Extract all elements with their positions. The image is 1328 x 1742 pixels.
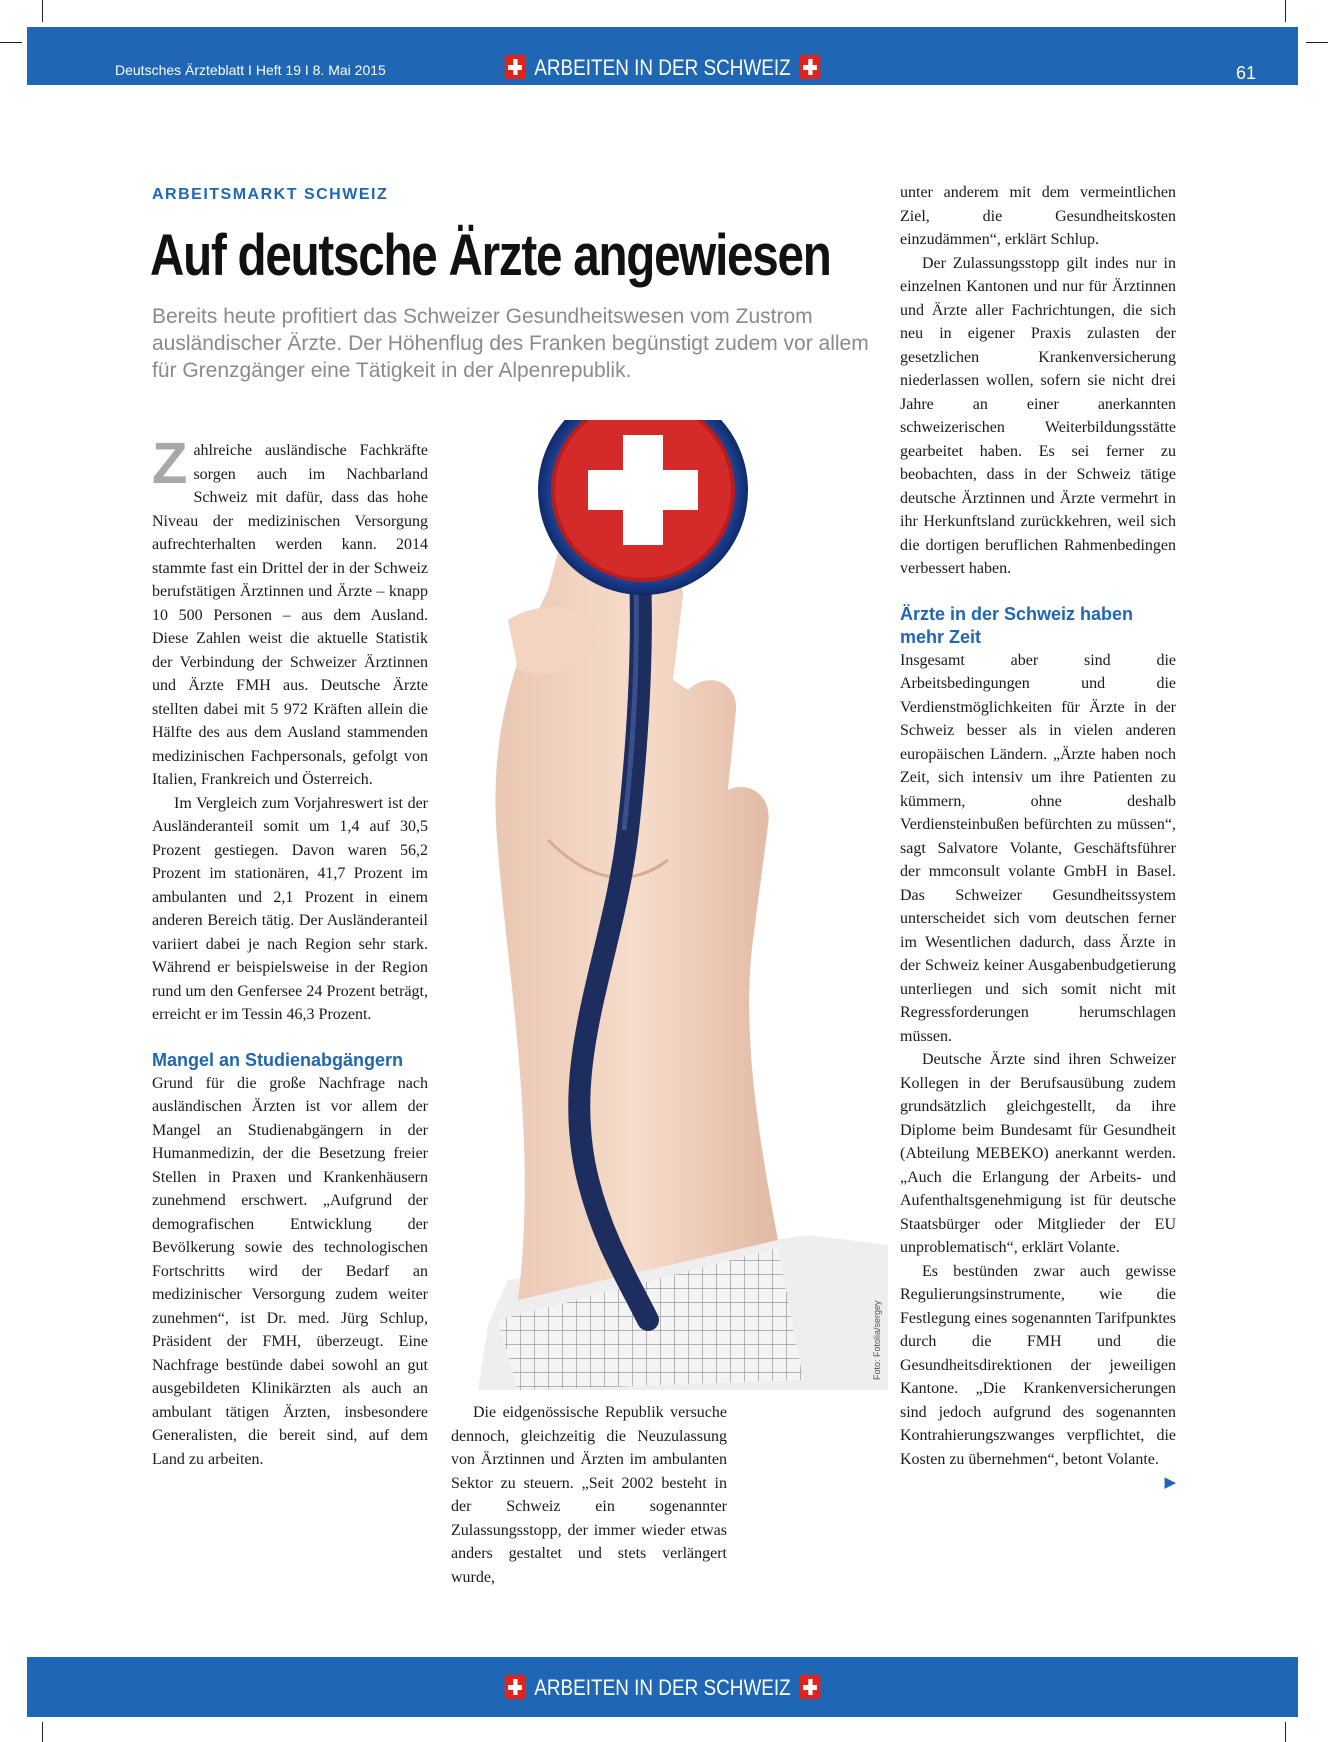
stethoscope-photo bbox=[478, 420, 888, 1390]
paragraph bbox=[900, 1260, 1176, 1491]
subheading: Mangel an Studienabgängern bbox=[152, 1049, 404, 1070]
drop-cap: Z bbox=[152, 431, 188, 496]
paragraph bbox=[152, 431, 428, 792]
subheading: Ärzte in der Schweiz haben mehr Zeit bbox=[900, 603, 1134, 647]
crop-mark bbox=[1306, 42, 1328, 43]
text-column-3 bbox=[900, 181, 1176, 1495]
paragraph: Deutsche Ärzte sind ihren Schweizer Kollegen in der Berufsausübung zudem grundsätzlich gleichgestellt, da ihre Diplome beim Bundesamt für Gesundheit (Abteilung MEBEKO) anerkannt werden. „Auch die Erlangung der Arbeits- und Aufenthaltsgenehmigung ist für deutsche Staatsbürger oder Mitglieder der EU unproblematisch“, erklärt Volante. bbox=[900, 1051, 1176, 1256]
crop-mark bbox=[1285, 1722, 1286, 1742]
paragraph: Grund für die große Nachfrage nach ausländischen Ärzten ist vor allem der Mangel an Studienabgängern in der Humanmedizin, der die Besetzung freier Stellen in Praxen und Krankenhäusern zunehmend erschwert. „Aufgrund der demografischen Entwicklung der Bevölkerung sowie des technologischen Fortschritts wird der Bedarf an medizinischer Versorgung zudem weiter zunehmen“, ist Dr. med. Jürg Schlup, Präsident der FMH, überzeugt. Eine Nachfrage bestünde dabei sowohl an gut ausgebildeten Klinikärzten als auch an ambulant tätigen Ärzten, insbesondere Generalisten, die bereit sind, auf dem Land zu arbeiten. bbox=[152, 1074, 428, 1468]
crop-mark bbox=[1285, 0, 1286, 22]
crop-mark bbox=[42, 0, 43, 22]
crop-mark bbox=[0, 42, 22, 43]
page-number: 61 bbox=[1235, 63, 1256, 83]
footer-bar bbox=[27, 1657, 1298, 1717]
photo-credit: Foto: Fotolia/sergey bbox=[872, 1300, 882, 1380]
article-lead: Bereits heute profitiert das Schweizer Gesundheitswesen vom Zustrom ausländischer Ärzte. Der Höhenflug des Franken begünstigt zudem vor allem für Grenzgänger eine Tätigkeit in der Alpenrepublik. bbox=[152, 305, 869, 382]
text-column-2 bbox=[451, 1401, 727, 1589]
journal-info: Deutsches Ärzteblatt I Heft 19 I 8. Mai 2015 bbox=[115, 62, 386, 78]
swiss-flag-icon bbox=[799, 55, 820, 79]
text-column-1 bbox=[152, 431, 428, 1471]
paragraph-text: Es bestünden zwar auch gewisse Regulierungsinstrumente, wie die Festlegung eines sogenannten Tarifpunktes durch die FMH und die Gesundheitsdirektionen der jeweiligen Kantone. „Die Krankenversicherungen sind jedoch aufgrund des sogenannten Kontrahierungszwanges verpflichtet, die Kosten zu übernehmen“, betont Volante. bbox=[900, 1262, 1176, 1468]
section-title bbox=[116, 55, 1209, 81]
paragraph: Der Zulassungsstopp gilt indes nur in einzelnen Kantonen und nur für Ärztinnen und Ärzte aller Fachrichtungen, die sich neu in eigener Praxis zulasten der gesetzlichen Krankenversicherung niederlassen wollen, sofern sie nicht drei Jahre an einer anerkannten schweizerischen Weiterbildungsstätte gearbeitet haben. Es sei ferner zu beobachten, dass in der Schweiz tätige deutsche Ärztinnen und Ärzte vermehrt in ihr Herkunftsland zurückkehren, weil sich die dortigen beruflichen Rahmenbedingen verbessert haben. bbox=[900, 254, 1176, 577]
paragraph: Die eidgenössische Republik versuche dennoch, gleichzeitig die Neuzulassung von Ärztinnen und Ärzten im ambulanten Sektor zu steuern. „Seit 2002 besteht in der Schweiz ein sogenannter Zulassungsstopp, der immer wieder etwas anders gestaltet und stets verlängert wurde, bbox=[451, 1404, 727, 1586]
footer-section-label: ARBEITEN IN DER SCHWEIZ bbox=[534, 1675, 791, 1700]
article-kicker: ARBEITSMARKT SCHWEIZ bbox=[152, 186, 389, 203]
header-bar bbox=[27, 27, 1298, 85]
paragraph-text: ahlreiche ausländische Fachkräfte sorgen auch im Nachbarland Schweiz mit dafür, dass das hohe Niveau der medizinischen Versorgung aufrechterhalten werden kann. 2014 stammte fast ein Drittel der in der Schweiz berufstätigen Ärztinnen und Ärzte – knapp 10 500 Personen – aus dem Ausland. Diese Zahlen weist die aktuelle Statistik der Verbindung der Schweizer Ärztinnen und Ärzte FMH aus. Deutsche Ärzte stellten dabei mit 5 972 Kräften allein die Hälfte des aus dem Ausland stammenden medizinischen Fachpersonals, gefolgt von Italien, Frankreich und Österreich. bbox=[152, 442, 428, 788]
crop-mark bbox=[42, 1722, 43, 1742]
swiss-flag-icon bbox=[505, 55, 526, 79]
section-label: ARBEITEN IN DER SCHWEIZ bbox=[534, 55, 791, 80]
article-headline: Auf deutsche Ärzte angewiesen bbox=[150, 223, 831, 288]
swiss-flag-icon bbox=[799, 1675, 820, 1699]
paragraph: Insgesamt aber sind die Arbeitsbedingungen und die Verdienstmöglichkeiten für Ärzte in der Schweiz besser als in vielen anderen europäischen Ländern. „Ärzte haben noch Zeit, sich intensiv um ihre Patienten zu kümmern, ohne deshalb Verdiensteinbußen befürchten zu müssen“, sagt Salvatore Volante, Geschäftsführer der mmconsult volante GmbH in Basel. Das Schweizer Gesundheitssystem unterscheidet sich vom deutschen ferner im Wesentlichen dadurch, dass Ärzte in der Schweiz keiner Ausgabenbudgetierung unterliegen und sich somit nicht mit Regressforderungen herumschlagen müssen. bbox=[900, 651, 1176, 1045]
triangle-right-icon[interactable]: ▶ bbox=[1164, 1473, 1176, 1491]
paragraph: unter anderem mit dem vermeintlichen Ziel, die Gesundheitskosten einzudämmen“, erklärt Schlup. bbox=[900, 184, 1176, 248]
paragraph: Im Vergleich zum Vorjahreswert ist der Ausländeranteil somit um 1,4 auf 30,5 Prozent gestiegen. Davon waren 56,2 Prozent im stationären, 41,7 Prozent im ambulanten und 2,1 Prozent in einem anderen Bereich tätig. Der Ausländeranteil variiert dabei je nach Region sehr stark. Während er beispielsweise in der Region rund um den Genfersee 24 Prozent beträgt, erreicht er im Tessin 46,3 Prozent. bbox=[152, 794, 428, 1023]
swiss-flag-icon bbox=[505, 1675, 526, 1699]
footer-section-title bbox=[116, 1675, 1209, 1701]
